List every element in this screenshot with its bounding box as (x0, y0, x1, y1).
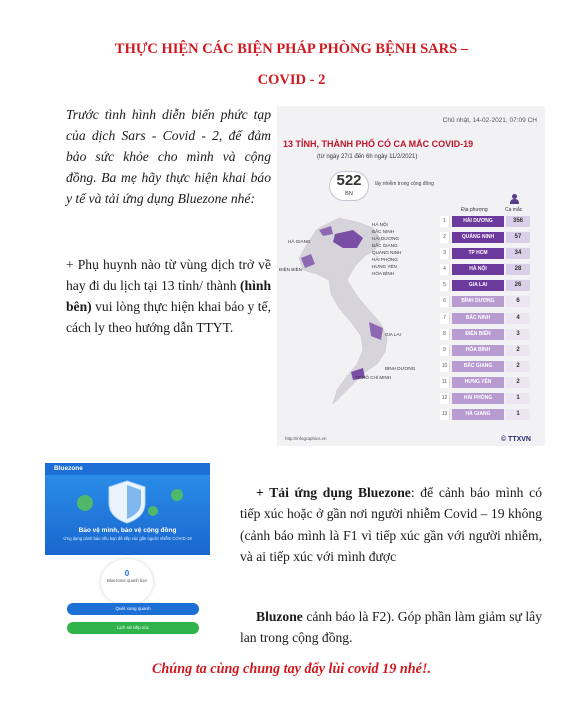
bluezone-paragraph-bold: + Tải ứng dụng Bluezone (256, 485, 411, 500)
travel-text-end: vui lòng thực hiện khai báo y tế, cách ly theo hướng dẫn TTYT. (66, 299, 271, 335)
rank-cases: 3 (506, 329, 530, 340)
rank-place: BÌNH DƯƠNG (452, 296, 504, 307)
rank-number: 13 (440, 409, 450, 420)
covid-infographic (277, 106, 545, 446)
ranking-row (440, 245, 544, 261)
title-line-1: THỰC HIỆN CÁC BIỆN PHÁP PHÒNG BỆNH SARS – (114, 41, 469, 57)
rank-place: HẢI DƯƠNG (452, 216, 504, 227)
rank-number: 3 (440, 248, 450, 259)
map-label: HẢI PHÒNG (372, 257, 398, 262)
travel-text-start: + Phụ huynh nào từ vùng dịch trở về hay đi du lịch tại 13 tỉnh/ thành (66, 257, 271, 293)
total-cases-unit: BN (345, 191, 353, 197)
rank-place: HƯNG YÊN (452, 377, 504, 388)
hero-title: Bảo vệ mình, bảo vệ cộng đồng (78, 527, 177, 534)
page-title (40, 34, 543, 96)
bluezone-app-screenshot (45, 463, 210, 641)
rank-number: 5 (440, 280, 450, 291)
rank-cases: 34 (506, 248, 530, 259)
shield-virus-illustration (45, 475, 210, 525)
person-icon (509, 194, 519, 205)
bluezone-app-name: Bluzone (256, 609, 303, 624)
rank-cases: 2 (506, 377, 530, 388)
app-hero-banner (45, 475, 210, 555)
rank-number: 11 (440, 377, 450, 388)
ranking-row (440, 358, 544, 374)
rank-cases: 4 (506, 313, 530, 324)
infographic-title: 13 TỈNH, THÀNH PHỐ CÓ CA MẮC COVID-19 (283, 139, 474, 149)
rank-place: BẮC GIANG (452, 361, 504, 372)
rank-cases: 2 (506, 361, 530, 372)
rank-cases: 356 (506, 216, 530, 227)
map-label: HẢI DƯƠNG (372, 236, 400, 241)
ranking-row (440, 213, 544, 229)
infographic-source: http://infographics.vn (285, 436, 327, 441)
ranking-row (440, 261, 544, 277)
ranking-row (440, 390, 544, 406)
ranking-row (440, 406, 544, 422)
intro-paragraph: Trước tình hình diễn biến phức tạp của dịch Sars - Covid - 2, để đảm bảo sức khỏe cho mình và cộng đồng. Ba mẹ hãy thực hiện khai báo y tế và tải ứng dụng Bluezone nhé: (66, 107, 271, 206)
bluezone-paragraph-text: : để cảnh báo mình có tiếp xúc hoặc ở gần nơi người nhiễm Covid – 19 không (cảnh báo mình là F1 vì tiếp xúc gần với người nhiễm, và ai tiếp xúc với mình được (240, 485, 542, 564)
rank-place: HÒA BÌNH (452, 345, 504, 356)
rank-number: 1 (440, 216, 450, 227)
nearby-count: 0 (124, 569, 130, 578)
map-label: ĐIỆN BIÊN (279, 267, 302, 272)
rank-number: 2 (440, 232, 450, 243)
bluezone-paragraph-continued (240, 606, 542, 649)
closing-slogan: Chúng ta cùng chung tay đẩy lùi covid 19 nhé!. (151, 661, 432, 677)
total-cases-number: 522 (336, 172, 362, 189)
ranking-row (440, 310, 544, 326)
ranking-row (440, 293, 544, 309)
column-header-cases: Ca mắc (505, 207, 523, 213)
rank-cases: 26 (506, 280, 530, 291)
infographic-date: Chủ nhật, 14-02-2021, 07:09 CH (442, 117, 537, 124)
infographic-subtitle: (từ ngày 27/1 đến 6h ngày 11/2/2021) (317, 154, 418, 160)
map-label: BẮC GIANG (372, 243, 398, 248)
map-label: BẮC NINH (372, 229, 394, 234)
rank-number: 8 (440, 329, 450, 340)
rank-place: HẢI PHÒNG (452, 393, 504, 404)
map-label: BÌNH DƯƠNG (385, 366, 416, 371)
hero-subtitle: Ứng dụng cảnh báo nếu bạn đã tiếp xúc gần người nhiễm COVID-19 (63, 536, 192, 541)
bluezone-continued-text: cảnh báo là F2). Góp phần làm giảm sự lây lan trong cộng đồng. (240, 609, 542, 646)
bluezone-paragraph (240, 482, 542, 567)
rank-place: BẮC NINH (452, 313, 504, 324)
scan-button[interactable]: Quét xung quanh (67, 603, 199, 615)
nearby-count-label: Bluezoner quanh bạn (107, 578, 147, 583)
rank-place: HÀ GIANG (452, 409, 504, 420)
rank-cases: 1 (506, 409, 530, 420)
vietnam-map-shape (277, 204, 452, 424)
travel-instruction-paragraph (66, 254, 271, 338)
rank-place: HÀ NỘI (452, 264, 504, 275)
rank-cases: 1 (506, 393, 530, 404)
ranking-row (440, 374, 544, 390)
app-name: Bluezone (54, 465, 83, 472)
rank-number: 6 (440, 296, 450, 307)
rank-place: GIA LAI (452, 280, 504, 291)
rank-cases: 28 (506, 264, 530, 275)
rank-cases: 57 (506, 232, 530, 243)
rank-cases: 6 (506, 296, 530, 307)
ranking-row (440, 326, 544, 342)
map-label: TP HỒ CHÍ MINH (355, 375, 392, 380)
rank-number: 10 (440, 361, 450, 372)
ttxvn-logo: © TTXVN (500, 436, 531, 443)
map-label: HÀ GIANG (288, 239, 311, 244)
map-label: QUẢNG NINH (372, 250, 402, 255)
ranking-row (440, 229, 544, 245)
rank-place: QUẢNG NINH (452, 232, 504, 243)
total-cases-description: lây nhiễm trong cộng đồng (375, 181, 434, 187)
rank-number: 12 (440, 393, 450, 404)
map-label: GIA LAI (385, 332, 401, 337)
map-label: HÀ NỘI (372, 222, 388, 227)
total-cases-badge (329, 171, 369, 201)
map-label: HƯNG YÊN (372, 264, 397, 269)
rank-number: 9 (440, 345, 450, 356)
column-header-place: Địa phương (461, 207, 488, 213)
travel-text-bold: (hình bên) (66, 278, 271, 314)
rank-place: ĐIỆN BIÊN (452, 329, 504, 340)
rank-cases: 2 (506, 345, 530, 356)
rank-number: 4 (440, 264, 450, 275)
rank-number: 7 (440, 313, 450, 324)
ranking-row (440, 277, 544, 293)
title-line-2: COVID - 2 (257, 72, 326, 88)
map-label: HÒA BÌNH (372, 271, 394, 276)
rank-place: TP HCM (452, 248, 504, 259)
nearby-counter (101, 559, 153, 605)
ranking-list (440, 213, 544, 422)
contact-history-button[interactable]: Lịch sử tiếp xúc (67, 622, 199, 634)
ranking-row (440, 342, 544, 358)
vietnam-map (277, 204, 452, 424)
